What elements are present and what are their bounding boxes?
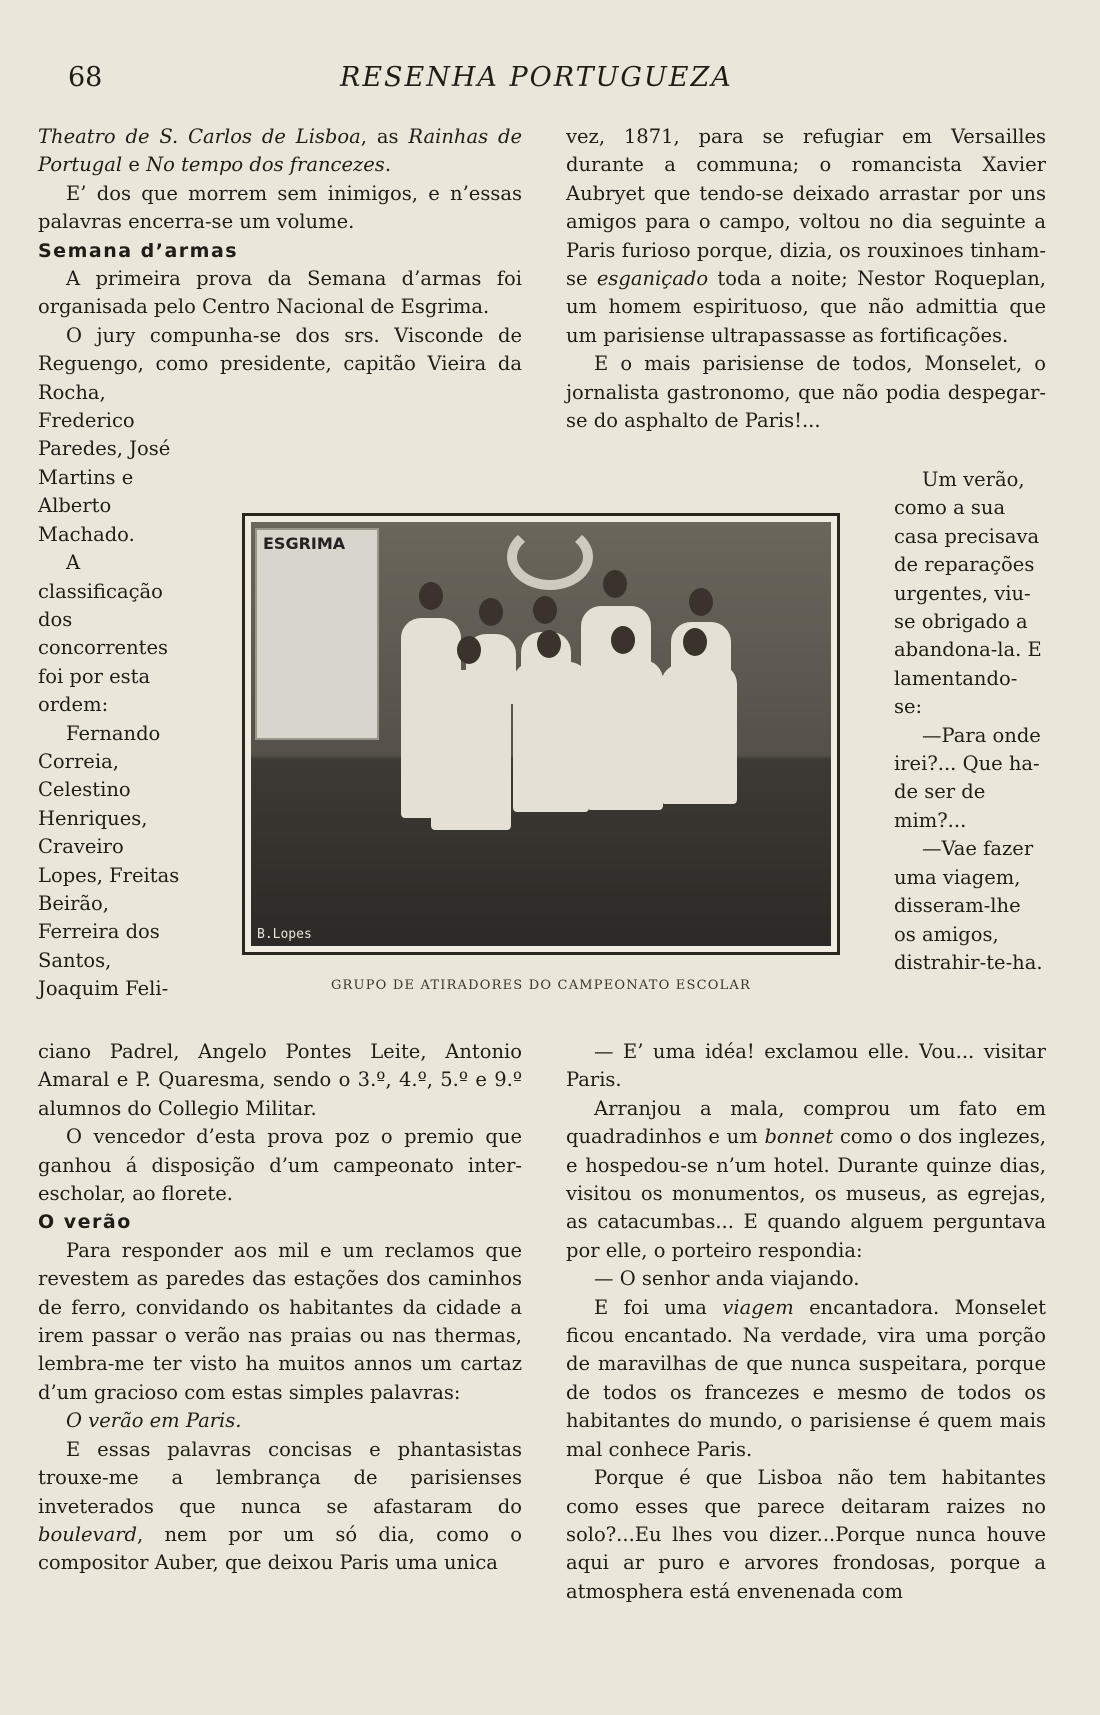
magazine-title: RESENHA PORTUGUEZA xyxy=(340,62,733,93)
left-paragraph-4: O jury compunha-se dos srs. Visconde de Reguengo, como presidente, capitão Vieira da Rocha, xyxy=(38,323,522,404)
seated-figure xyxy=(431,670,511,830)
section-heading-verao: O verão xyxy=(38,1211,132,1234)
left-narrow-text xyxy=(38,407,188,1004)
right-paragraph-1: vez, 1871, para se refugiar em Versailles durante a communa; o romancista Xavier Aubryet que tendo-se deixado arrastar por uns amigos para o campo, voltou no dia seguinte a Paris furioso porque, dizia, os rouxinoes tinham-se esganiçado toda a noite; Nestor Roqueplan, um homem espirituoso, que não admittia que um parisiense ultrapassasse as fortificações. xyxy=(566,125,1046,347)
right-paragraph-4: Arranjou a mala, comprou um fato em quadradinhos e um bonnet como o dos inglezes, e hospedou-se n’um hotel. Durante quinze dias, visitou os monumentos, os museus, as egrejas, as catacumbas... E quando alguem perguntava por elle, o porteiro respondia: xyxy=(566,1096,1046,1262)
right-narrow-1: Um verão, como a sua casa precisava de reparações urgentes, viu-se obrigado a abandona-la. E lamentando-se: xyxy=(894,468,1042,719)
left-narrow-2: A classificação dos concorrentes foi por esta ordem: xyxy=(38,551,169,717)
left-narrow-1: Frederico Paredes, José Martins e Alberto Machado. xyxy=(38,409,171,546)
figure-head xyxy=(689,588,713,616)
right-paragraph-2: E o mais parisiense de todos, Monselet, o jornalista gastronomo, que não podia despegar-se do asphalto de Paris!... xyxy=(566,352,1046,433)
right-column-lower xyxy=(566,1038,1046,1606)
page-number: 68 xyxy=(68,62,103,93)
right-paragraph-3: — E’ uma idéa! exclamou elle. Vou... visitar Paris. xyxy=(566,1040,1046,1092)
scoreboard-label: ESGRIMA xyxy=(263,534,346,553)
scoreboard xyxy=(255,528,379,740)
left-narrow-3: Fernando Correia, Celestino Henriques, Craveiro Lopes, Freitas Beirão, Ferreira dos Santos, Joaquim Feli- xyxy=(38,721,180,1001)
left-paragraph-1: Theatro de S. Carlos de Lisboa, as Rainhas de Portugal e No tempo dos francezes. xyxy=(38,125,522,177)
left-paragraph-5: ciano Padrel, Angelo Pontes Leite, Antonio Amaral e P. Quaresma, sendo o 3.º, 4.º, 5.º e 9.º alumnos do Collegio Militar. xyxy=(38,1040,522,1120)
right-paragraph-5: — O senhor anda viajando. xyxy=(594,1267,860,1291)
figure-head xyxy=(537,630,561,658)
figure-head xyxy=(611,626,635,654)
left-paragraph-6: O vencedor d’esta prova poz o premio que ganhou á disposição d’um campeonato inter-escholar, ao florete. xyxy=(38,1125,522,1206)
left-paragraph-9: E essas palavras concisas e phantasistas trouxe-me a lembrança de parisienses inveterados que nunca se afastaram do boulevard, nem por um só dia, como o compositor Auber, que deixou Paris uma unica xyxy=(38,1437,522,1575)
right-narrow-3: —Vae fazer uma viagem, disseram-lhe os amigos, distrahir-te-ha. xyxy=(894,837,1043,974)
left-column-lower xyxy=(38,1038,522,1578)
figure-head xyxy=(683,628,707,656)
italic-title: Theatro de S. Carlos de Lisboa xyxy=(38,125,361,148)
seated-figure xyxy=(587,660,663,810)
right-narrow-text xyxy=(894,466,1044,977)
left-paragraph-3: A primeira prova da Semana d’armas foi organisada pelo Centro Nacional de Esgrima. xyxy=(38,267,522,319)
photographer-signature: B.Lopes xyxy=(257,927,312,942)
right-narrow-2: —Para onde irei?... Que ha-de ser de mim?... xyxy=(894,723,1041,832)
right-paragraph-7: Porque é que Lisboa não tem habitantes como esses que parece deitaram raizes no solo?...Eu lhes vou dizer...Porque nunca houve aqui ar puro e arvores frondosas, porque a atmosphera está envenenada com xyxy=(566,1466,1046,1603)
wreath-decoration xyxy=(507,524,593,590)
seated-figure xyxy=(661,664,737,804)
left-paragraph-2: E’ dos que morrem sem inimigos, e n’essas palavras encerra-se um volume. xyxy=(38,181,522,234)
section-heading-semana: Semana d’armas xyxy=(38,239,239,262)
left-paragraph-8: O verão em Paris. xyxy=(66,1409,242,1433)
seated-figure xyxy=(513,662,589,812)
photo-caption: GRUPO DE ATIRADORES DO CAMPEONATO ESCOLAR xyxy=(330,978,752,993)
fencers-photo xyxy=(242,513,840,955)
left-paragraph-7: Para responder aos mil e um reclamos que revestem as paredes das estações dos caminhos de ferro, convidando os habitantes da cidade a irem passar o verão nas praias ou nas thermas, lembra-me ter visto ha muitos annos um cartaz d’um gracioso com estas simples palavras: xyxy=(38,1238,522,1404)
right-column xyxy=(566,123,1046,435)
italic-title: Rainhas de Portugal xyxy=(38,125,522,177)
figure-head xyxy=(419,582,443,610)
photo-image xyxy=(251,522,831,946)
figure-head xyxy=(479,598,503,626)
figure-head xyxy=(533,596,557,624)
right-paragraph-6: E foi uma viagem encantadora. Monselet ficou encantado. Na verdade, vira uma porção de maravilhas de que nunca suspeitara, porque de todos os francezes e mesmo de todos os habitantes do mundo, o parisiense é quem mais mal conhece Paris. xyxy=(566,1295,1047,1461)
figure-head xyxy=(457,636,481,664)
figure-head xyxy=(603,570,627,598)
italic-title: No tempo dos francezes xyxy=(146,153,385,177)
